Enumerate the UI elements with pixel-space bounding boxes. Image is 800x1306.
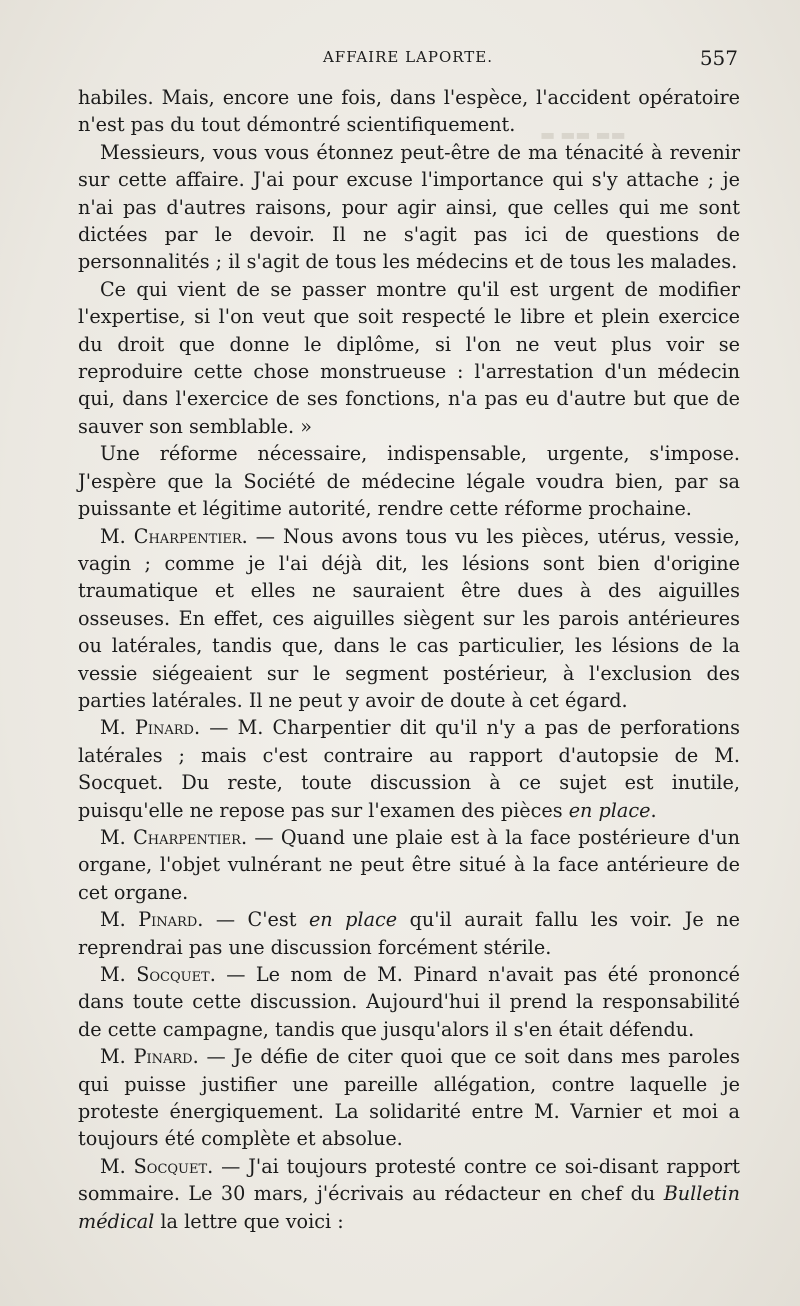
- speaker-name: Pinard: [134, 716, 194, 740]
- body-text: [78, 84, 740, 1235]
- paragraph: [78, 1043, 740, 1153]
- text-run: . — Quand une plaie est à la face postérieure d'un organe, l'objet vulnérant ne peut être situé à la face antérieure de cet organe.: [78, 825, 740, 904]
- text-run: . — C'est: [197, 908, 309, 932]
- page-header: [78, 46, 738, 76]
- show-through-text: ▬▬ ▬▬ ▬: [540, 125, 626, 144]
- text-run: la lettre que voici :: [154, 1209, 344, 1233]
- speaker-name: Socquet: [136, 963, 210, 986]
- speaker-name: Pinard: [138, 908, 198, 932]
- text-run: M.: [100, 963, 137, 986]
- text-run: Ce qui vient de se passer montre qu'il est urgent de modifier l'expertise, si l'on veut que soit respecté le libre et plein exercice du droit que donne le diplôme, si l'on ne veut plus voir se reproduire cette chose monstrueuse : l'arrestation d'un médecin qui, dans l'exercice de ses fonctions, n'a pas eu d'autre but que de sauver son semblable. »: [78, 277, 740, 438]
- italic-text: en place: [568, 798, 651, 822]
- paragraph: [78, 523, 740, 715]
- paragraph: [78, 276, 740, 440]
- speaker-name: Charpentier: [133, 524, 242, 548]
- italic-text: en place: [308, 908, 398, 932]
- italic-text: Bulletin médical: [78, 1182, 740, 1233]
- text-run: . — J'ai toujours protesté contre ce soi-disant rapport sommaire. Le 30 mars, j'écrivais au rédacteur en chef du: [78, 1154, 740, 1206]
- text-run: M.: [100, 716, 135, 740]
- paragraph: [78, 440, 740, 522]
- text-run: Une réforme nécessaire, indispensable, urgente, s'impose. J'espère que la Société de médecine légale voudra bien, par sa puissante et légitime autorité, rendre cette réforme prochaine.: [78, 442, 740, 521]
- paragraph: [78, 714, 740, 824]
- text-run: . — Je défie de citer quoi que ce soit dans mes paroles qui puisse justifier une pareille allégation, contre laquelle je proteste énergiquement. La solidarité entre M. Varnier et moi a toujours été complète et absolue.: [78, 1045, 740, 1151]
- speaker-name: Socquet: [133, 1154, 208, 1178]
- running-title: AFFAIRE LAPORTE.: [322, 48, 494, 66]
- paragraph: [78, 824, 740, 906]
- speaker-name: Charpentier: [133, 825, 241, 849]
- text-run: M.: [100, 825, 134, 849]
- paragraph: [78, 84, 740, 139]
- text-run: .: [650, 798, 657, 822]
- text-run: . — M. Charpentier dit qu'il n'y a pas de perforations latérales ; mais c'est contraire au rapport d'autopsie de M. Socquet. Du reste, toute discussion à ce sujet est inutile, puisqu'elle ne repose pas sur l'examen des pièces: [78, 716, 740, 822]
- text-run: M.: [100, 1045, 134, 1069]
- page-number: 557: [699, 46, 738, 70]
- paragraph: [78, 139, 740, 276]
- speaker-name: Pinard: [133, 1045, 193, 1069]
- text-run: habiles. Mais, encore une fois, dans l'espèce, l'accident opératoire n'est pas du tout démontré scientifiquement.: [78, 86, 740, 137]
- text-run: qu'il aurait fallu les voir. Je ne reprendrai pas une discussion forcément stérile.: [78, 908, 740, 959]
- paragraph: [78, 1153, 740, 1235]
- paragraph: [78, 906, 740, 961]
- text-run: . — Le nom de M. Pinard n'avait pas été prononcé dans toute cette discussion. Aujourd'hui il prend la responsabilité de cette campagne, tandis que jusqu'alors il s'en était défendu.: [78, 963, 740, 1041]
- paragraph: [78, 961, 740, 1043]
- text-run: M.: [100, 908, 139, 932]
- text-run: M.: [100, 524, 134, 548]
- text-run: Messieurs, vous vous étonnez peut-être de ma ténacité à revenir sur cette affaire. J'ai pour excuse l'importance qui s'y attache ; je n'ai pas d'autres raisons, pour agir ainsi, que celles qui me sont dictées par le devoir. Il ne s'agit pas ici de questions de personnalités ; il s'agit de tous les médecins et de tous les malades.: [78, 140, 740, 274]
- text-run: M.: [100, 1154, 134, 1178]
- text-run: . — Nous avons tous vu les pièces, utérus, vessie, vagin ; comme je l'ai déjà dit, les lésions sont bien d'origine traumatique et elles ne sauraient être dues à des aiguilles osseuses. En effet, ces aiguilles siègent sur les parois antérieures ou latérales, tandis que, dans le cas particulier, les lésions de la vessie siégeaient sur le segment postérieur, à l'exclusion des parties latérales. Il ne peut y avoir de doute à cet égard.: [78, 524, 740, 712]
